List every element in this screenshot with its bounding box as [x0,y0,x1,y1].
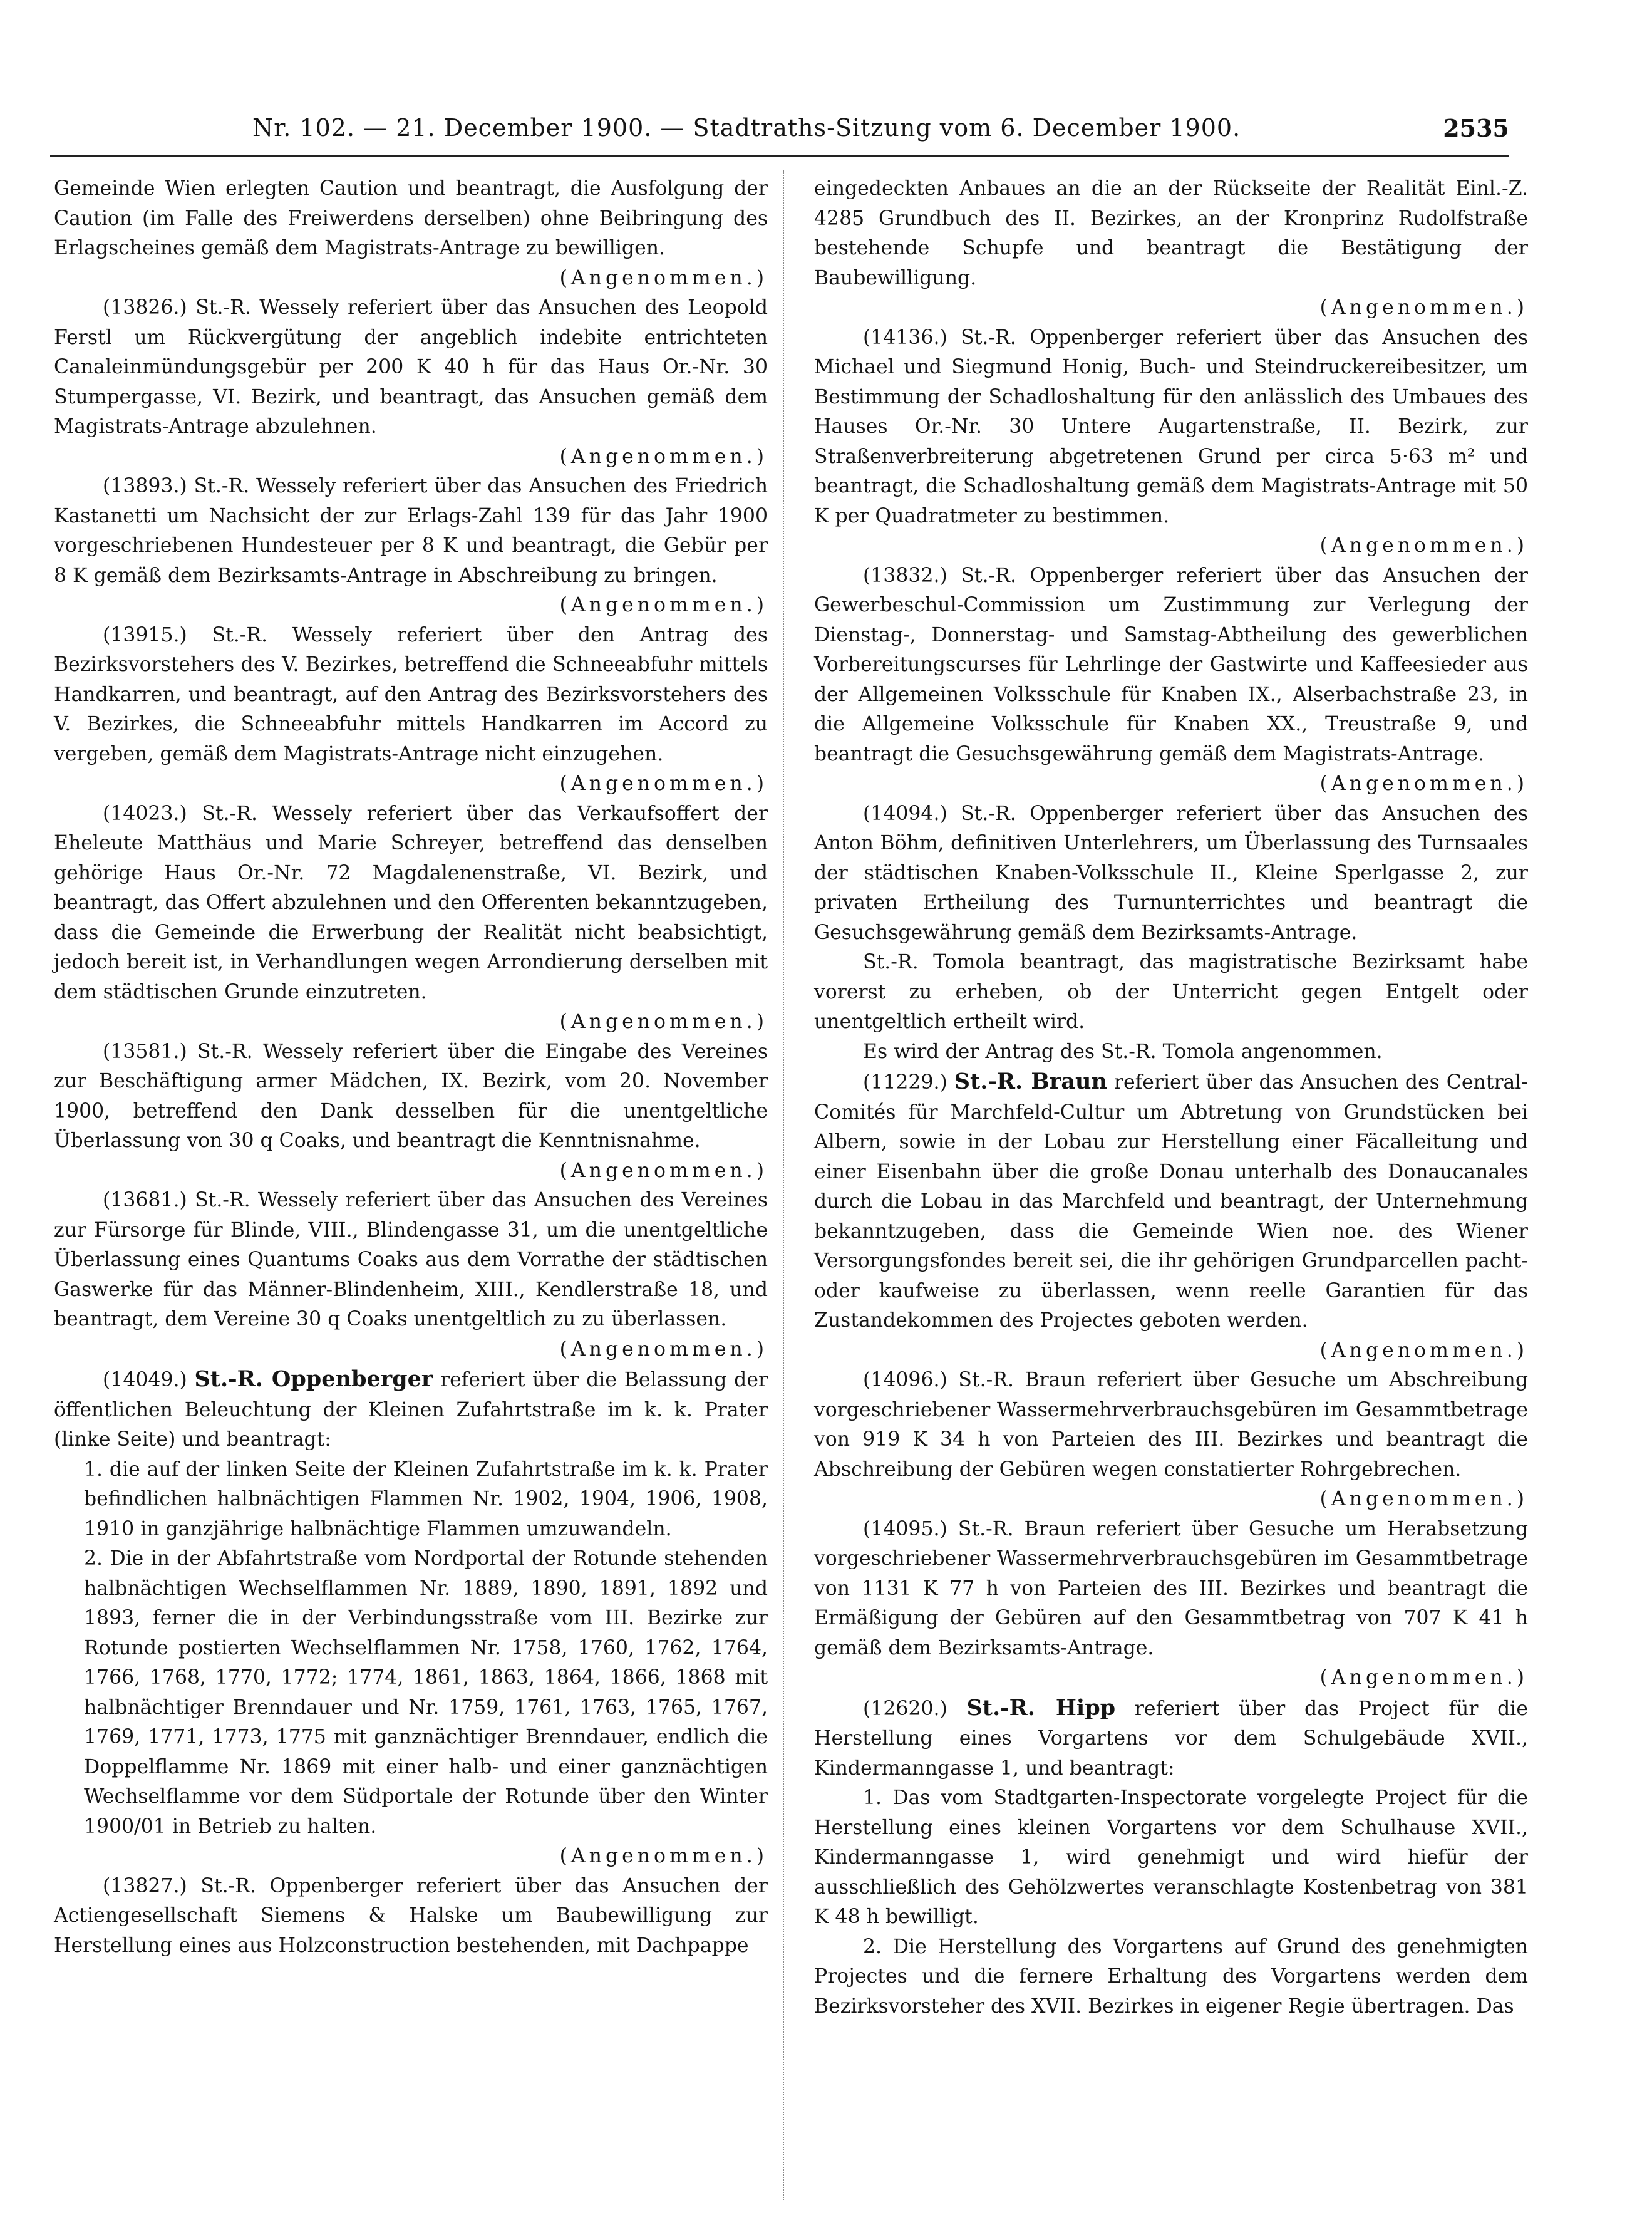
paragraph-12620 [814,1693,1528,1784]
accepted-note: (Angenommen.) [559,1337,768,1361]
list-item-1: 1. Das vom Stadtgarten-Inspectorate vorgelegte Project für die Herstellung eines kleinen Vorgartens vor dem Schulhause XVII., Kindermanngasse 1, wird genehmigt und wird hiefür der ausschließlich des Gehölzwertes veranschlagte Kostenbetrag von 381 K 48 h bewilligt. [814,1787,1528,1928]
paragraph-text: referiert über das Ansuchen des Central-Comités für Marchfeld-Cultur um Abtretung von Grundstücken bei Albern, sowie in der Lobau zur Herstellung einer Fäcalleitung und einer Eisenbahn über die große Donau unterhalb des Donaucanales durch die Lobau in das Marchfeld und beantragt, der Unternehmung bekanntzugeben, dass die Gemeinde Wien noe. des Wiener Versorgungsfondes bereit sei, die ihr gehörigen Grundparcellen pacht- oder kaufweise zu überlassen, wenn reelle Garantien für das Zustandekommen des Projectes geboten werden. [814,1071,1529,1332]
paragraph-text: referiert über die Belassung der öffentlichen Beleuchtung der Kleinen Zufahrtstraße im k. k. Prater (linke Seite) und beantragt: [54,1369,768,1451]
left-column [54,174,768,1961]
paragraph-14136 [814,323,1528,561]
accepted-note: (Angenommen.) [559,445,768,468]
paragraph-text: (13832.) St.-R. Oppenberger referiert über das Ansuchen der Gewerbeschul-Commission um Zustimmung zur Verlegung der Dienstag-, Donnerstag- und Samstag-Abtheilung des gewerblichen Vorbereitungscurses für Lehrlinge der Gastwirte und Kaffeesieder aus der Allgemeinen Volksschule für Knaben IX., Alserbachstraße 23, in die Allgemeine Volksschule für Knaben XX., Treustraße 9, und beantragt die Gesuchsgewährung gemäß dem Magistrats-Antrage. [814,564,1528,765]
paragraph-13681 [54,1186,768,1364]
accepted-note: (Angenommen.) [1319,296,1528,319]
paragraph-14094: (14094.) St.-R. Oppenberger referiert über das Ansuchen des Anton Böhm, definitiven Unterlehrers, um Überlassung des Turnsaales der städtischen Knaben-Volksschule II., Kleine Sperlgasse 2, zur privaten Ertheilung des Turnunterrichtes und beantragt die Gesuchsgewährung gemäß dem Bezirksamts-Antrage. [814,802,1528,944]
paragraph-text: (13893.) St.-R. Wessely referiert über das Ansuchen des Friedrich Kastanetti um Nachsicht der zur Erlags-Zahl 139 für das Jahr 1900 vorgeschriebenen Hundesteuer per 8 K und beantragt, die Gebür per 8 K gemäß dem Bezirksamts-Antrage in Abschreibung zu bringen. [54,475,768,587]
paragraph-13832 [814,561,1528,799]
accepted-note: (Angenommen.) [559,594,768,616]
paragraph-caution [54,174,768,293]
councillor-name: St.-R. Braun [954,1069,1107,1094]
paragraph-13581 [54,1037,768,1186]
accepted-note: (Angenommen.) [559,1845,768,1867]
paragraph-14023 [54,799,768,1037]
paragraph-text: referiert über das Project für die Herstellung eines Vorgartens vor dem Schulgebäude XVII., Kindermanngasse 1, und beantragt: [814,1697,1528,1780]
right-column [814,174,1528,2021]
paragraph-14096 [814,1366,1528,1515]
header-title: Nr. 102. — 21. December 1900. — Stadtraths-Sitzung vom 6. December 1900. [252,114,1241,142]
list-item-2: 2. Die Herstellung des Vorgartens auf Grund des genehmigten Projectes und die fernere Erhaltung des Vorgartens werden dem Bezirksvorsteher des XVII. Bezirkes in eigener Regie übertragen. Das [814,1935,1528,2018]
paragraph-text: (14023.) St.-R. Wessely referiert über das Verkaufsoffert der Eheleute Matthäus und Marie Schreyer, betreffend das denselben gehörige Haus Or.-Nr. 72 Magdalenenstraße, VI. Bezirk, und beantragt, das Offert abzulehnen und den Offerenten bekanntzugeben, dass die Gemeinde die Erwerbung der Realität nicht beabsichtigt, jedoch bereit ist, in Verhandlungen wegen Arrondierung derselben mit dem städtischen Grunde einzutreten. [54,802,768,1004]
accepted-note: (Angenommen.) [559,772,768,795]
case-number: (11229.) [863,1071,947,1094]
paragraph-anbau [814,174,1528,323]
list-item-1: 1. die auf der linken Seite der Kleinen Zufahrtstraße im k. k. Prater befindlichen halbnächtigen Flammen Nr. 1902, 1904, 1906, 1908, 1910 in ganzjährige halbnächtige Flammen umzuwandeln. [84,1458,768,1540]
paragraph-text: Gemeinde Wien erlegten Caution und beantragt, die Ausfolgung der Caution (im Falle des Freiwerdens derselben) ohne Beibringung des Erlagscheines gemäß dem Magistrats-Antrage zu bewilligen. [54,177,768,259]
paragraph-tomola-motion: St.-R. Tomola beantragt, das magistratische Bezirksamt habe vorerst zu erheben, ob der Unterricht gegen Entgelt oder unentgeltlich ertheilt wird. [814,951,1528,1033]
paragraph-13893 [54,472,768,621]
paragraph-tomola-accepted: Es wird der Antrag des St.-R. Tomola angenommen. [863,1040,1383,1063]
councillor-name: St.-R. Hipp [966,1694,1116,1721]
accepted-note: (Angenommen.) [1319,1488,1528,1510]
paragraph-13915 [54,621,768,799]
paragraph-text: (13581.) St.-R. Wessely referiert über die Eingabe des Vereines zur Beschäftigung armer Mädchen, IX. Bezirk, vom 20. November 1900, betreffend den Dank desselben für die unentgeltliche Überlassung von 30 q Coaks, und beantragt die Kenntnisnahme. [54,1040,768,1152]
paragraph-text: (13681.) St.-R. Wessely referiert über das Ansuchen des Vereines zur Fürsorge für Blinde, VIII., Blindengasse 31, um die unentgeltliche Überlassung eines Quantums Coaks aus dem Vorrathe der städtischen Gaswerke für das Männer-Blindenheim, XIII., Kendlerstraße 18, und beantragt, dem Vereine 30 q Coaks unentgeltlich zu zu überlassen. [54,1189,768,1330]
paragraph-14049 [54,1364,768,1455]
paragraph-text: (13915.) St.-R. Wessely referiert über den Antrag des Bezirksvorstehers des V. Bezirkes, betreffend die Schneeabfuhr mittels Handkarren, und beantragt, auf den Antrag des Bezirksvorstehers des V. Bezirkes, die Schneeabfuhr mittels Handkarren im Accord zu vergeben, gemäß dem Magistrats-Antrage nicht einzugehen. [54,623,768,765]
header-rule [50,155,1509,157]
paragraph-text: (14096.) St.-R. Braun referiert über Gesuche um Abschreibung vorgeschriebener Wassermehrverbrauchsgebüren im Gesammtbetrage von 919 K 34 h von Parteien des III. Bezirkes und beantragt die Abschreibung der Gebüren wegen constatierter Rohrgebrechen. [814,1369,1528,1481]
paragraph-13827: (13827.) St.-R. Oppenberger referiert über das Ansuchen der Actiengesellschaft Siemens & Halske um Baubewilligung zur Herstellung eines aus Holzconstruction bestehenden, mit Dachpappe [54,1874,768,1957]
paragraph-11229 [814,1067,1528,1366]
accepted-note: (Angenommen.) [1319,1339,1528,1362]
accepted-note: (Angenommen.) [559,1159,768,1182]
paragraph-text: (13826.) St.-R. Wessely referiert über das Ansuchen des Leopold Ferstl um Rückvergütung der angeblich indebite entrichteten Canaleinmündungsgebür per 200 K 40 h für das Haus Or.-Nr. 30 Stumpergasse, VI. Bezirk, und beantragt, das Ansuchen gemäß dem Magistrats-Antrage abzulehnen. [54,296,768,438]
case-number: (14049.) [103,1369,187,1391]
accepted-note: (Angenommen.) [559,266,768,289]
paragraph-text: (14136.) St.-R. Oppenberger referiert über das Ansuchen des Michael und Siegmund Honig, Buch- und Steindruckereibesitzer, um Bestimmung der Schadloshaltung für den anlässlich des Umbaues des Hauses Or.-Nr. 30 Untere Augartenstraße, II. Bezirk, zur Straßenverbreiterung abgetretenen Grund per circa 5·63 m² und beantragt, die Schadloshaltung gemäß dem Magistrats-Antrage mit 50 K per Quadratmeter zu bestimmen. [814,326,1528,527]
paragraph-14095 [814,1515,1528,1693]
page-number: 2535 [1443,113,1509,142]
accepted-note: (Angenommen.) [1319,772,1528,795]
accepted-note: (Angenommen.) [1319,534,1528,557]
paragraph-text: 2. Die in der Abfahrtstraße vom Nordportal der Rotunde stehenden halbnächtigen Wechselflammen Nr. 1889, 1890, 1891, 1892 und 1893, ferner die in der Verbindungsstraße vom III. Bezirke zur Rotunde postierten Wechselflammen Nr. 1758, 1760, 1762, 1764, 1766, 1768, 1770, 1772; 1774, 1861, 1863, 1864, 1866, 1868 mit halbnächtiger Brenndauer und Nr. 1759, 1761, 1763, 1765, 1767, 1769, 1771, 1773, 1775 mit ganznächtiger Brenndauer, endlich die Doppelflamme Nr. 1869 mit einer halb- und einer ganznächtigen Wechselflamme vor dem Südportale der Rotunde über den Winter 1900/01 in Betrieb zu halten. [84,1547,768,1838]
councillor-name: St.-R. Oppenberger [194,1366,433,1392]
accepted-note: (Angenommen.) [559,1010,768,1033]
accepted-note: (Angenommen.) [1319,1666,1528,1689]
column-divider [783,170,784,2200]
paragraph-13826 [54,293,768,472]
page-header [50,105,1509,150]
list-item-2 [54,1544,768,1872]
paragraph-text: (14095.) St.-R. Braun referiert über Gesuche um Herabsetzung vorgeschriebener Wassermehrverbrauchsgebüren im Gesammtbetrage von 1131 K 77 h von Parteien des III. Bezirkes und beantragt die Ermäßigung der Gebüren auf den Gesammtbetrag von 707 K 41 h gemäß dem Bezirksamts-Antrage. [814,1517,1528,1659]
case-number: (12620.) [863,1697,947,1720]
paragraph-text: eingedeckten Anbaues an die an der Rückseite der Realität Einl.-Z. 4285 Grundbuch des II. Bezirkes, an der Kronprinz Rudolfstraße bestehende Schupfe und beantragt die Bestätigung der Baubewilligung. [814,177,1528,289]
